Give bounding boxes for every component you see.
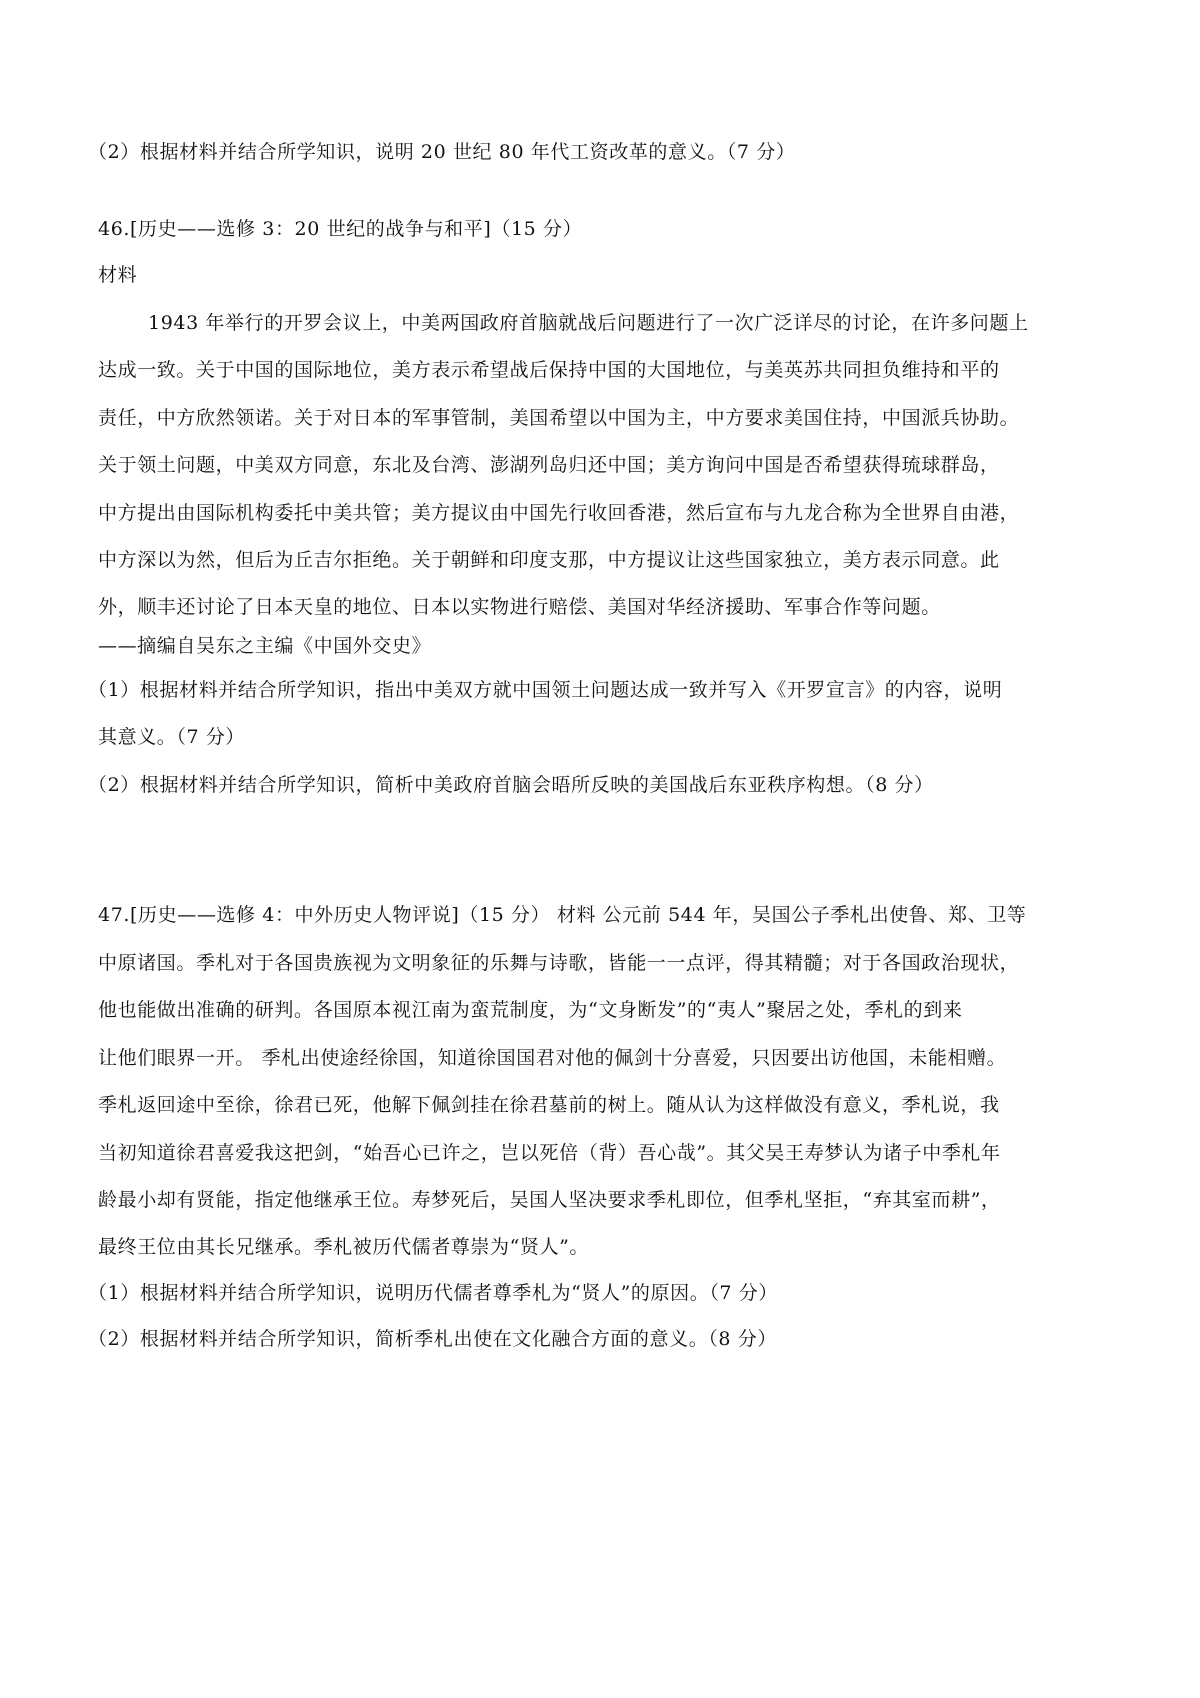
q46-material-line: 中方提出由国际机构委托中美共管；美方提议由中国先行收回香港，然后宣布与九龙合称为全世界自由港， [98, 502, 1020, 524]
q47-line: 47.[历史——选修 4：中外历史人物评说]（15 分） 材料 公元前 544 年，吴国公子季札出使鲁、郑、卫等 [98, 904, 1027, 926]
q46-material-line: 达成一致。关于中国的国际地位，美方表示希望战后保持中国的大国地位，与美英苏共同担负维持和平的 [98, 359, 1000, 381]
q45-part2: （2）根据材料并结合所学知识，说明 20 世纪 80 年代工资改革的意义。（7 分） [88, 141, 796, 163]
q46-material-line: 1943 年举行的开罗会议上，中美两国政府首脑就战后问题进行了一次广泛详尽的讨论，在许多问题上 [148, 312, 1029, 334]
q46-material-line: 关于领土问题，中美双方同意，东北及台湾、澎湖列岛归还中国；美方询问中国是否希望获得琉球群岛， [98, 454, 1000, 476]
q47-line: 让他们眼界一开。 季札出使途经徐国，知道徐国国君对他的佩剑十分喜爱，只因要出访他国，未能相赠。 [98, 1047, 1007, 1069]
q47-line: 中原诸国。季札对于各国贵族视为文明象征的乐舞与诗歌，皆能一一点评，得其精髓；对于各国政治现状， [98, 952, 1020, 974]
q46-title: 46.[历史——选修 3：20 世纪的战争与和平]（15 分） [98, 218, 583, 240]
q46-part1-line: 其意义。（7 分） [98, 726, 246, 748]
q46-source: ——摘编自吴东之主编《中国外交史》 [98, 635, 432, 657]
q47-line: 龄最小却有贤能，指定他继承王位。寿梦死后，吴国人坚决要求季札即位，但季札坚拒，“弃其室而耕”， [98, 1189, 1001, 1211]
q47-line: 最终王位由其长兄继承。季札被历代儒者尊崇为“贤人”。 [98, 1236, 590, 1258]
q47-line: 当初知道徐君喜爱我这把剑，“始吾心已许之，岂以死倍（背）吾心哉”。其父吴王寿梦认为诸子中季札年 [98, 1142, 1001, 1164]
q46-material-line: 外，顺丰还讨论了日本天皇的地位、日本以实物进行赔偿、美国对华经济援助、军事合作等问题。 [98, 596, 941, 618]
q47-line: 他也能做出准确的研判。各国原本视江南为蛮荒制度，为“文身断发”的“夷人”聚居之处，季札的到来 [98, 999, 963, 1021]
q46-material-line: 责任，中方欣然领诺。关于对日本的军事管制，美国希望以中国为主，中方要求美国住持，中国派兵协助。 [98, 407, 1020, 429]
q46-part1-line: （1）根据材料并结合所学知识，指出中美双方就中国领土问题达成一致并写入《开罗宣言》的内容，说明 [88, 679, 1003, 701]
q47-part1: （1）根据材料并结合所学知识，说明历代儒者尊季札为“贤人”的原因。（7 分） [88, 1282, 778, 1304]
q47-part2: （2）根据材料并结合所学知识，简析季札出使在文化融合方面的意义。（8 分） [88, 1328, 777, 1350]
q46-material-line: 中方深以为然，但后为丘吉尔拒绝。关于朝鲜和印度支那，中方提议让这些国家独立，美方表示同意。此 [98, 549, 1000, 571]
q47-line: 季札返回途中至徐，徐君已死，他解下佩剑挂在徐君墓前的树上。随从认为这样做没有意义，季札说，我 [98, 1094, 1000, 1116]
q46-material-label: 材料 [98, 264, 138, 286]
q46-part2: （2）根据材料并结合所学知识，简析中美政府首脑会晤所反映的美国战后东亚秩序构想。（8 分） [88, 774, 934, 796]
